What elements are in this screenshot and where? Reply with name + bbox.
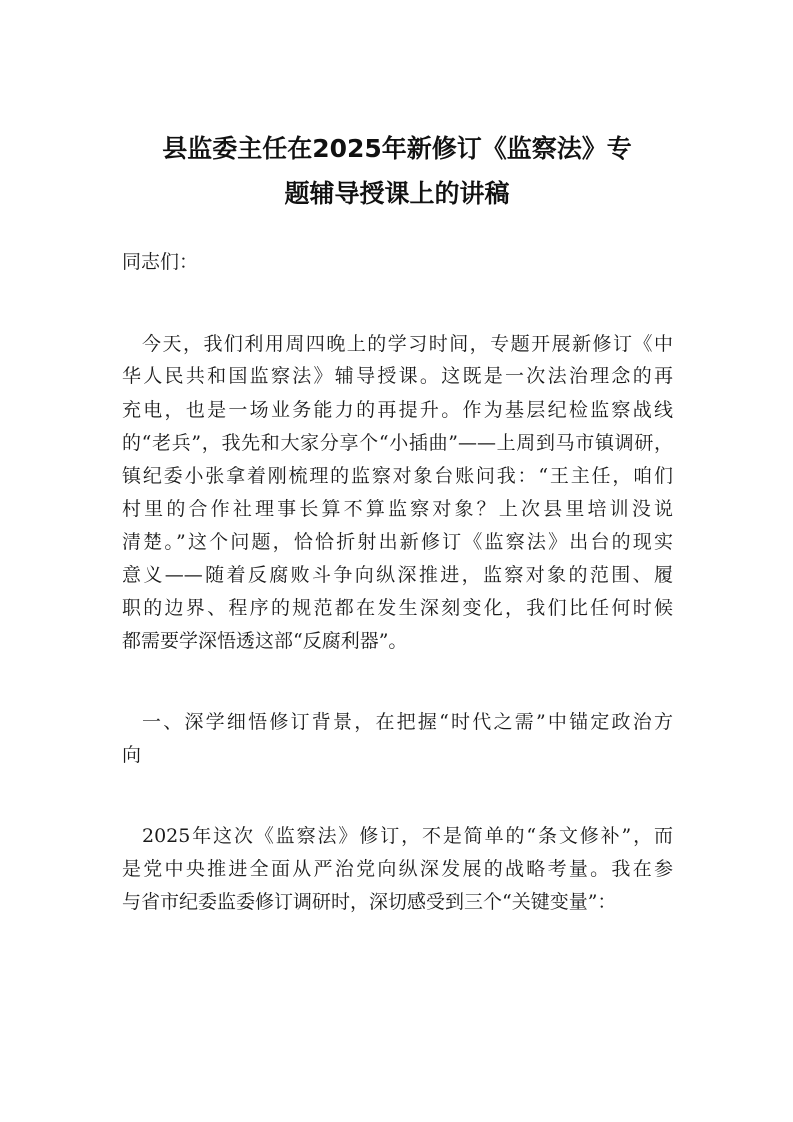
section-heading-line: 向 — [122, 744, 142, 766]
paragraph-2-line: 与省市纪委监委修订调研时，深切感受到三个“关键变量”： — [122, 891, 617, 913]
paragraph-1-line: 都需要学深悟透这部“反腐利器”。 — [122, 630, 408, 652]
paragraph-1-line: 职的边界、程序的规范都在发生深刻变化，我们比任何时候 — [122, 597, 673, 619]
title-line: 县监委主任在2025年新修订《监察法》专 — [162, 134, 632, 163]
section-heading-line: 一、深学细悟修订背景，在把握“时代之需”中锚定政治方 — [142, 711, 673, 733]
title-line: 题辅导授课上的讲稿 — [284, 179, 510, 208]
paragraph-1-line: 意义——随着反腐败斗争向纵深推进，监察对象的范围、履 — [122, 564, 673, 586]
document-title — [112, 126, 682, 216]
salutation: 同志们： — [122, 251, 199, 273]
paragraph-1-line: 清楚。”这个问题，恰恰折射出新修订《监察法》出台的现实 — [122, 531, 673, 553]
paragraph-1-line: 华人民共和国监察法》辅导授课。这既是一次法治理念的再 — [122, 365, 673, 387]
paragraph-1-line: 镇纪委小张拿着刚梳理的监察对象台账问我：“王主任，咱们 — [122, 465, 673, 487]
paragraph-1-line: 今天，我们利用周四晚上的学习时间，专题开展新修订《中 — [142, 333, 673, 355]
paragraph-2-line: 2025年这次《监察法》修订，不是简单的“条文修补”，而 — [142, 825, 673, 847]
paragraph-2-line: 是党中央推进全面从严治党向纵深发展的战略考量。我在参 — [122, 858, 673, 880]
paragraph-1-line: 充电，也是一场业务能力的再提升。作为基层纪检监察战线 — [122, 399, 673, 421]
paragraph-1-line: 村里的合作社理事长算不算监察对象？上次县里培训没说 — [122, 498, 673, 520]
paragraph-1-line: 的“老兵”，我先和大家分享个“小插曲”——上周到马市镇调研， — [122, 432, 673, 454]
